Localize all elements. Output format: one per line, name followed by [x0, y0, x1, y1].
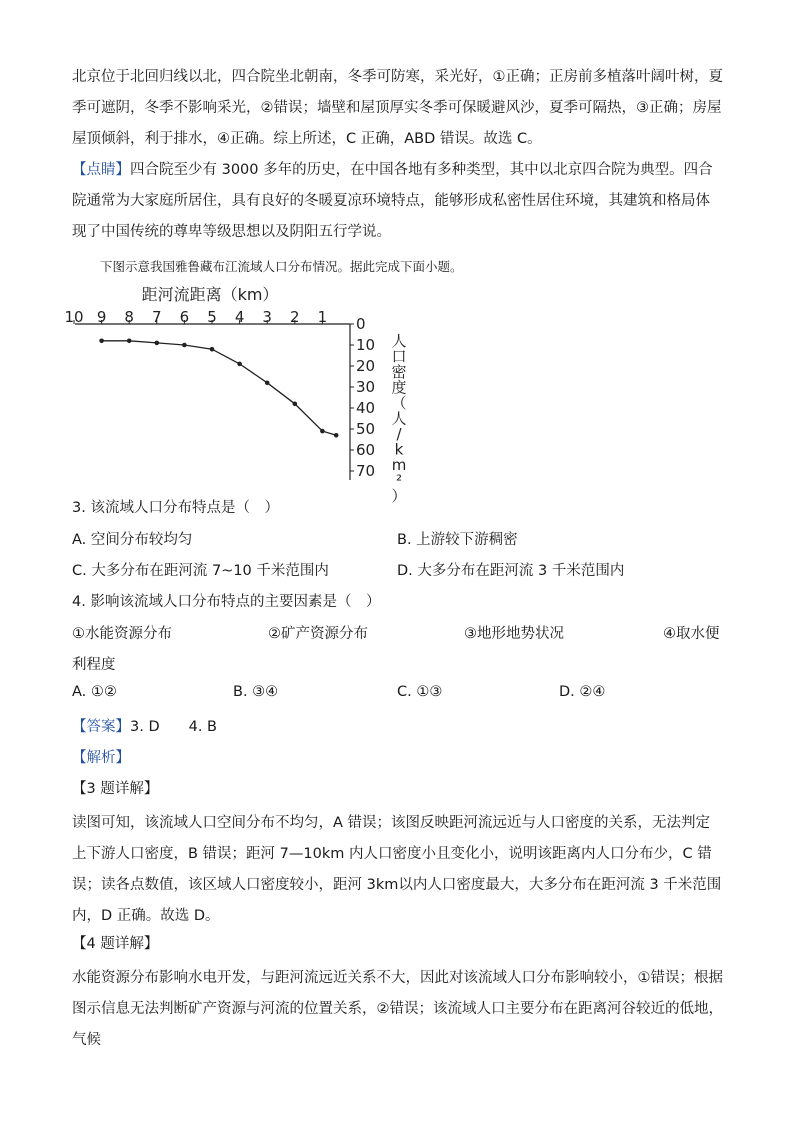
x-ticks: [64, 308, 327, 326]
y-axis-label: [391, 332, 406, 505]
data-point: [155, 341, 160, 346]
x-tick-label: 6: [179, 308, 190, 326]
tip-tag: 【点睛】: [72, 162, 130, 178]
y-axis-label-char: m: [391, 456, 407, 474]
data-point: [320, 429, 325, 434]
y-ticks: [350, 315, 375, 480]
y-axis-label-char: 度: [391, 378, 407, 397]
data-point: [293, 402, 298, 407]
x-tick-label: 5: [207, 308, 217, 326]
y-axis-label-char: ²: [395, 471, 403, 490]
y-axis-label-char: ）: [391, 487, 407, 505]
figure-caption: 下图示意我国雅鲁藏布江流域人口分布情况。据此完成下面小题。: [100, 259, 463, 274]
x-axis-label: 距河流距离（km）: [141, 285, 279, 304]
y-axis-label-char: 人: [391, 409, 407, 428]
data-point: [237, 362, 242, 367]
x-tick-label: 8: [124, 308, 134, 326]
y-tick-label: 70: [356, 462, 376, 480]
analysis-tag: 【解析】: [72, 750, 130, 766]
y-axis-label-char: （: [391, 394, 407, 412]
y-tick-label: 40: [356, 399, 376, 417]
population-chart: [50, 280, 470, 505]
q4-item-4: ④取水便: [663, 626, 720, 642]
density-line: [102, 341, 337, 436]
q4-option-d: D. ②④: [559, 684, 606, 700]
y-tick-label: 10: [356, 336, 376, 354]
x-tick-label: 10: [64, 308, 84, 326]
q4-option-a: A. ①②: [72, 684, 117, 700]
q3-stem: 3. 该流域人口分布特点是（ ）: [72, 500, 279, 516]
answer-text: 3. D 4. B: [130, 719, 217, 735]
y-axis-label-char: 人: [391, 332, 407, 350]
y-axis-label-char: k: [394, 440, 404, 459]
explanation-paragraph: 北京位于北回归线以北，四合院坐北朝南，冬季可防寒，采光好，①正确；正房前多植落叶阔叶树，夏季可遮阴，冬季不影响采光，②错误；墙壁和屋顶厚实冬季可保暖避风沙，夏季可隔热，③正确；房屋屋顶倾斜，利于排水，④正确。综上所述，C 正确，ABD 错误。故选 C。: [72, 69, 723, 147]
data-point: [99, 339, 104, 344]
data-point: [182, 343, 187, 348]
detail4-text: 水能资源分布影响水电开发，与距河流远近关系不大，因此对该流域人口分布影响较小，①错误；根据图示信息无法判断矿产资源与河流的位置关系，②错误；该流域人口主要分布在距离河谷较近的低地，气候: [72, 970, 723, 1048]
q4-item-4-continued: 利程度: [72, 657, 116, 673]
data-point: [127, 339, 132, 344]
y-axis-label-char: 口: [391, 347, 407, 366]
q3-option-a: A. 空间分布较均匀: [72, 532, 193, 548]
detail3-text: 读图可知，该流域人口空间分布不均匀，A 错误；该图反映距河流远近与人口密度的关系，无法判定上下游人口密度，B 错误；距河 7—10km 内人口密度小且变化小，说明该距离内人口分布少，C 错误；读各点数值，该区域人口密度较小，距河 3km以内人口密度最大，大多分布在距河流 3 千米范围内，D 正确。故选 D。: [72, 815, 722, 924]
q4-item-2: ②矿产资源分布: [268, 626, 368, 642]
x-tick-label: 1: [317, 308, 328, 326]
q4-item-3: ③地形地势状况: [464, 626, 564, 642]
q4-item-1: ①水能资源分布: [72, 626, 172, 642]
detail3-tag: 【3 题详解】: [72, 781, 159, 797]
data-point: [210, 347, 215, 352]
answer-line: [72, 715, 217, 736]
q3-option-c: C. 大多分布在距河流 7~10 千米范围内: [72, 563, 329, 579]
q4-stem: 4. 影响该流域人口分布特点的主要因素是（ ）: [72, 594, 381, 610]
x-tick-label: 4: [234, 308, 245, 326]
tip-text: 四合院至少有 3000 多年的历史，在中国各地有多种类型，其中以北京四合院为典型。四合院通常为大家庭所居住，具有良好的冬暖夏凉环境特点，能够形成私密性居住环境，其建筑和格局体现了中国传统的尊卑等级思想以及阴阳五行学说。: [72, 162, 713, 240]
x-tick-label: 2: [290, 308, 300, 326]
q3-option-d: D. 大多分布在距河流 3 千米范围内: [397, 563, 625, 579]
q4-option-b: B. ③④: [233, 684, 279, 700]
y-tick-label: 30: [356, 378, 376, 396]
y-tick-label: 0: [356, 315, 366, 333]
tip-paragraph: [72, 155, 724, 248]
y-axis-label-char: /: [396, 425, 402, 443]
x-tick-label: 3: [262, 308, 272, 326]
y-tick-label: 20: [356, 357, 376, 375]
data-point: [265, 381, 270, 386]
y-tick-label: 50: [356, 420, 376, 438]
q4-option-c: C. ①③: [397, 684, 443, 700]
y-axis-label-char: 密: [391, 363, 407, 381]
answer-tag: 【答案】: [72, 719, 130, 735]
q3-option-b: B. 上游较下游稠密: [397, 532, 518, 548]
detail4-tag: 【4 题详解】: [72, 936, 159, 952]
x-tick-label: 7: [152, 308, 162, 326]
x-tick-label: 9: [96, 308, 107, 326]
data-point: [334, 433, 339, 438]
y-tick-label: 60: [356, 441, 376, 459]
